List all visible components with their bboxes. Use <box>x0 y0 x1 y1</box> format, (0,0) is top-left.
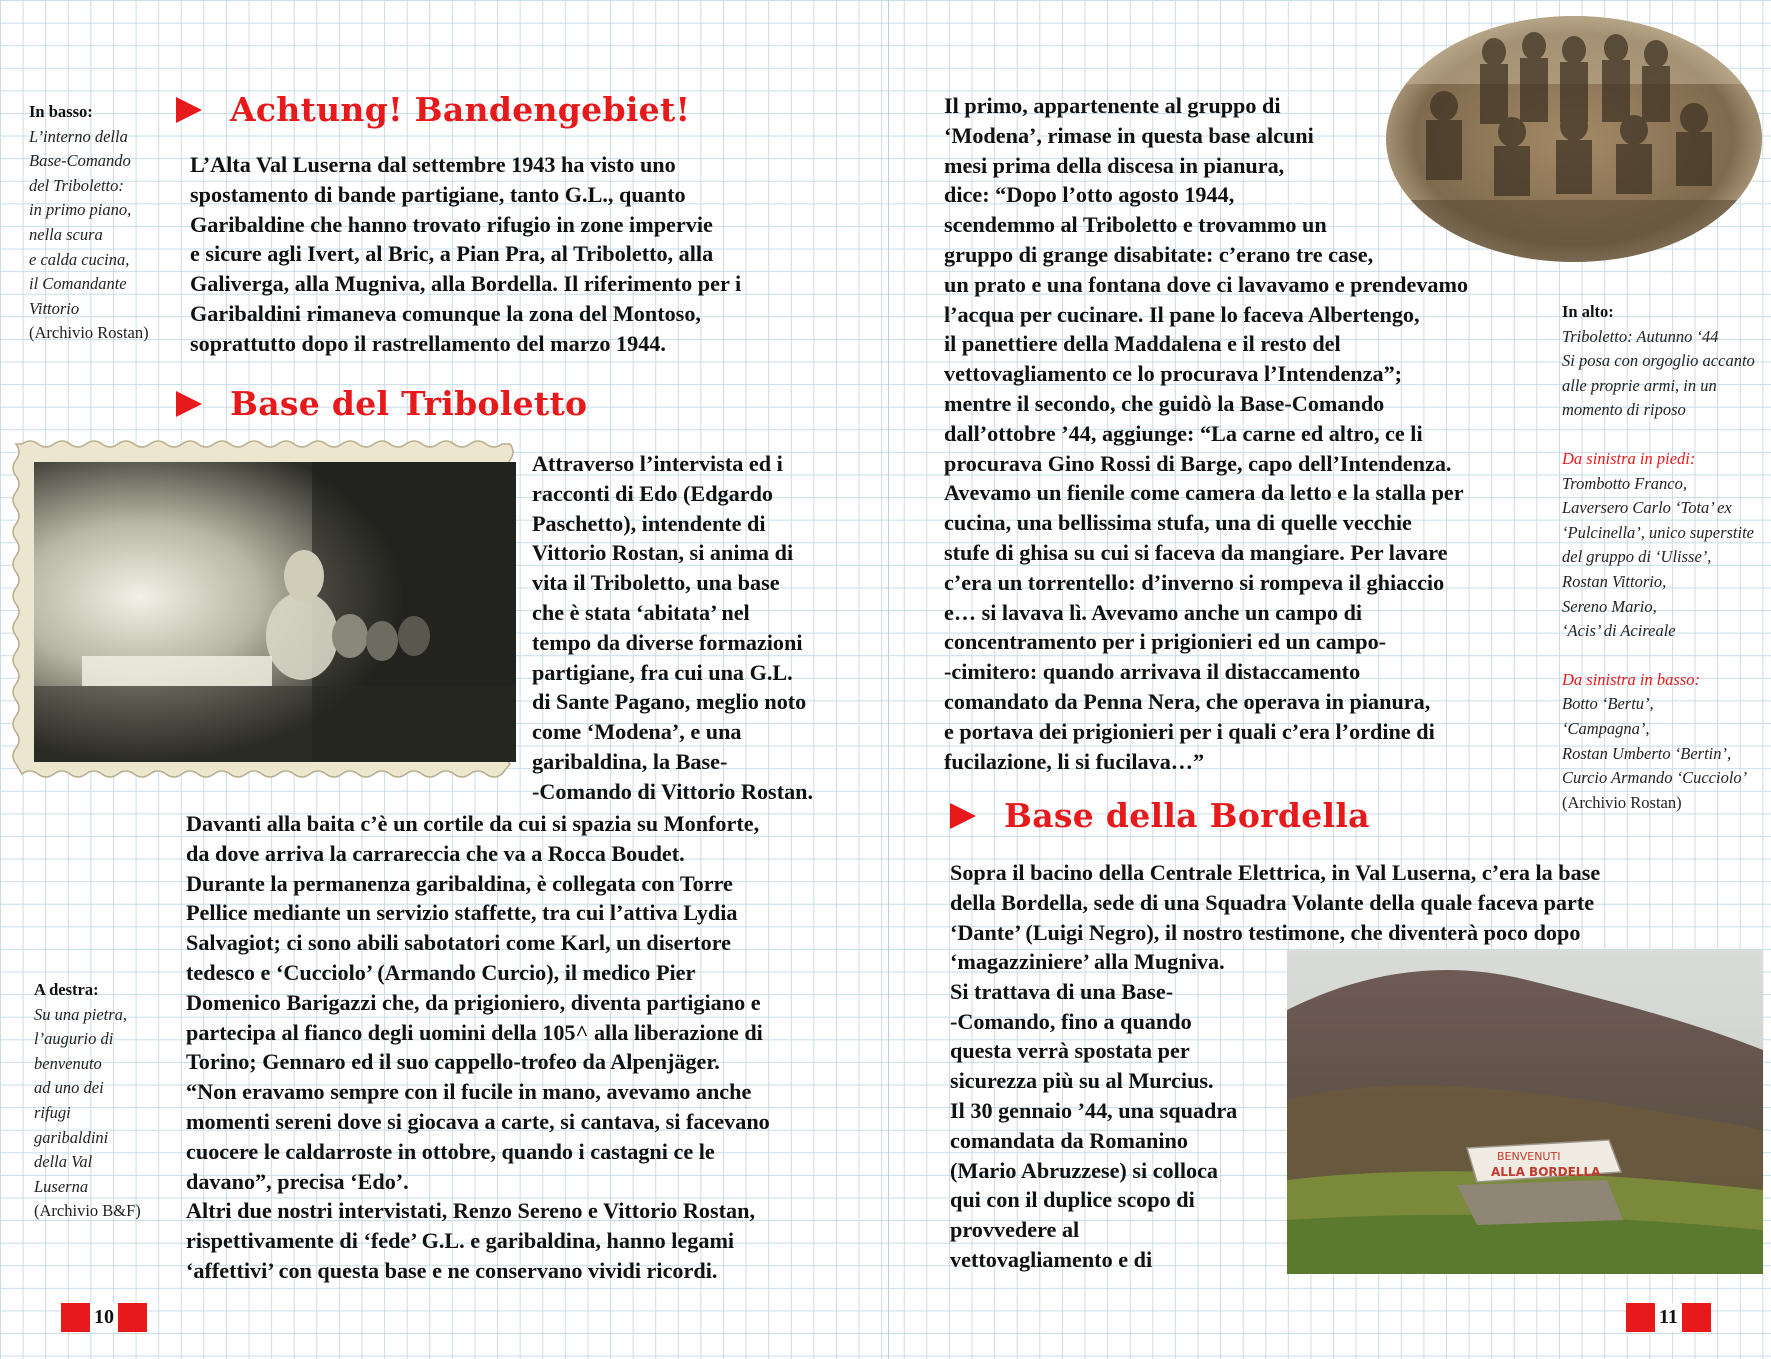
page-number-left <box>61 1303 147 1332</box>
section1-body <box>190 150 741 359</box>
caption-line: Curcio Armando ‘Cucciolo’ <box>1562 768 1748 788</box>
text-line: Davanti alla baita c’è un cortile da cui si spazia su Monforte, <box>186 811 760 836</box>
text-line: fucilazione, li si fucilava…” <box>944 748 1205 774</box>
caption-line: ‘Campagna’, <box>1562 718 1650 738</box>
caption-line: Sereno Mario, <box>1562 596 1657 616</box>
text-line: Il primo, appartenente al gruppo di <box>944 93 1281 118</box>
text-line: mentre il secondo, che guidò la Base-Comando <box>944 390 1385 416</box>
caption-line: ‘Pulcinella’, unico superstite <box>1562 522 1754 542</box>
caption-line: Base-Comando <box>29 151 131 171</box>
text-line: scendemmo al Triboletto e trovammo un <box>944 212 1327 238</box>
text-line: Galiverga, alla Mugniva, alla Bordella. Il riferimento per i <box>190 271 742 297</box>
caption-credit: (Archivio Rostan) <box>1562 792 1682 812</box>
text-line: ‘Modena’, rimase in questa base alcuni <box>944 122 1314 148</box>
text-line: dall’ottobre ’44, aggiunge: “La carne ed altro, ce li <box>944 420 1423 446</box>
caption-top-photo <box>1562 300 1755 815</box>
caption-line: Trombotto Franco, <box>1562 473 1687 493</box>
caption-right-photo <box>34 978 141 1224</box>
section-title: Achtung! Bandengebiet! <box>230 90 691 129</box>
text-line: sicurezza più su al Murcius. <box>950 1068 1214 1094</box>
text-line: della Bordella, sede di una Squadra Volante della quale faceva parte <box>950 889 1595 915</box>
section3-side-text <box>950 947 1237 1275</box>
caption-line: del Triboletto: <box>29 175 124 195</box>
caption-line: e calda cucina, <box>29 249 130 269</box>
text-line: momenti sereni dove si giocava a carte, si cantava, si facevano <box>186 1108 770 1134</box>
caption-line: ‘Acis’ di Acireale <box>1562 621 1676 641</box>
red-square-icon <box>1626 1303 1655 1332</box>
text-line: Durante la permanenza garibaldina, è collegata con Torre <box>186 870 733 896</box>
section-heading-achtung <box>176 90 690 129</box>
text-line: vita il Triboletto, una base <box>532 570 780 596</box>
text-line: comandato da Penna Nera, che operava in pianura, <box>944 688 1431 714</box>
text-line: gruppo di grange disabitate: c’erano tre case, <box>944 241 1374 267</box>
text-line: concentramento per i prigionieri ed un campo- <box>944 629 1387 655</box>
red-square-icon <box>61 1303 90 1332</box>
section-title: Base della Bordella <box>1004 796 1370 835</box>
right-page-intro-text <box>944 91 1468 776</box>
text-line: cuocere le caldarroste in ottobre, quando i castagni ce le <box>186 1138 715 1164</box>
text-line: davano”, precisa ‘Edo’. <box>186 1168 409 1194</box>
text-line: “Non eravamo sempre con il fucile in mano, avevamo anche <box>186 1079 752 1105</box>
caption-line: garibaldini <box>34 1127 109 1147</box>
text-line: c’era un torrentello: d’inverno si rompeva il ghiaccio <box>944 569 1445 595</box>
section2-body <box>186 809 770 1286</box>
text-line: Altri due nostri intervistati, Renzo Sereno e Vittorio Rostan, <box>186 1198 755 1224</box>
text-line: Paschetto), intendente di <box>532 510 766 536</box>
text-line: procurava Gino Rossi di Barge, capo dell’Intendenza. <box>944 450 1452 476</box>
caption-line: rifugi <box>34 1102 71 1122</box>
page-number-right <box>1626 1303 1711 1332</box>
text-line: -cimitero: quando arrivava il distaccamento <box>944 659 1361 685</box>
text-line: l’acqua per cucinare. Il pane lo faceva Albertengo, <box>944 301 1420 327</box>
text-line: Torino; Gennaro ed il suo cappello-trofeo da Alpenjäger. <box>186 1049 720 1075</box>
text-line: Si trattava di una Base- <box>950 978 1174 1004</box>
caption-line: Rostan Vittorio, <box>1562 571 1667 591</box>
caption-credit: (Archivio Rostan) <box>29 323 149 343</box>
caption-line: in primo piano, <box>29 200 132 220</box>
text-line: rispettivamente di ‘fede’ G.L. e garibaldina, hanno legami <box>186 1228 735 1254</box>
text-line: -Comando di Vittorio Rostan. <box>532 778 814 804</box>
caption-line: della Val <box>34 1152 93 1172</box>
text-line: Avevamo un fienile come camera da letto e la stalla per <box>944 480 1464 506</box>
text-line: questa verrà spostata per <box>950 1038 1190 1064</box>
text-line: vettovagliamento e di <box>950 1246 1153 1272</box>
text-line: come ‘Modena’, e una <box>532 719 742 745</box>
red-triangle-icon <box>176 97 202 123</box>
text-line: qui con il duplice scopo di <box>950 1187 1195 1213</box>
text-line: Attraverso l’intervista ed i <box>532 451 783 476</box>
text-line: mesi prima della discesa in pianura, <box>944 152 1285 178</box>
section3-body <box>950 858 1600 947</box>
text-line: e portava dei prigionieri per i quali c’era l’ordine di <box>944 718 1435 744</box>
caption-line: l’augurio di <box>34 1029 114 1049</box>
text-line: che è stata ‘abitata’ nel <box>532 599 750 625</box>
text-line: -Comando, fino a quando <box>950 1008 1192 1034</box>
page-number: 11 <box>1655 1303 1682 1332</box>
caption-line: Laversero Carlo ‘Tota’ ex <box>1562 498 1732 518</box>
caption-line: Rostan Umberto ‘Bertin’, <box>1562 743 1732 763</box>
caption-line: del gruppo di ‘Ulisse’, <box>1562 547 1712 567</box>
text-line: Pellice mediante un servizio staffette, tra cui l’attiva Lydia <box>186 900 738 926</box>
caption-line: Luserna <box>34 1176 89 1196</box>
sign-text-bottom: ALLA BORDELLA <box>1491 1165 1601 1179</box>
kitchen-interior-photo <box>12 436 526 790</box>
text-line: spostamento di bande partigiane, tanto G.L., quanto <box>190 181 686 207</box>
text-line: comandata da Romanino <box>950 1127 1188 1153</box>
section2-side-text <box>532 449 813 807</box>
caption-line: Vittorio <box>29 298 80 318</box>
text-line: Domenico Barigazzi che, da prigioniero, diventa partigiano e <box>186 989 761 1015</box>
caption-line: Su una pietra, <box>34 1004 128 1024</box>
red-square-icon <box>1682 1303 1711 1332</box>
text-line: da dove arriva la carrareccia che va a Rocca Boudet. <box>186 840 685 866</box>
caption-line: Triboletto: Autunno ‘44 <box>1562 326 1719 346</box>
text-line: ‘Dante’ (Luigi Negro), il nostro testimone, che diventerà poco dopo <box>950 919 1581 945</box>
caption-bottom-photo <box>29 100 149 346</box>
bordella-landscape-photo <box>1287 950 1763 1274</box>
text-line: (Mario Abruzzese) si colloca <box>950 1157 1219 1183</box>
red-triangle-icon <box>176 391 202 417</box>
page-number: 10 <box>90 1303 118 1332</box>
text-line: dice: “Dopo l’otto agosto 1944, <box>944 182 1235 208</box>
red-triangle-icon <box>950 803 976 829</box>
text-line: tedesco e ‘Cucciolo’ (Armando Curcio), il medico Pier <box>186 959 696 985</box>
text-line: Garibaldine che hanno trovato rifugio in zone impervie <box>190 211 713 237</box>
text-line: il panettiere della Maddalena e il resto del <box>944 331 1341 357</box>
text-line: di Sante Pagano, meglio noto <box>532 689 807 715</box>
text-line: racconti di Edo (Edgardo <box>532 480 773 506</box>
red-square-icon <box>118 1303 147 1332</box>
caption-credit: (Archivio B&F) <box>34 1201 141 1221</box>
caption-line: Botto ‘Bertu’, <box>1562 694 1654 714</box>
caption-label-standing: Da sinistra in piedi: <box>1562 448 1696 468</box>
caption-heading: In alto: <box>1562 302 1614 321</box>
caption-line: momento di riposo <box>1562 400 1686 420</box>
caption-line: ad uno dei <box>34 1078 104 1098</box>
text-line: garibaldina, la Base- <box>532 748 728 774</box>
text-line: L’Alta Val Luserna dal settembre 1943 ha visto uno <box>190 152 676 177</box>
text-line: Il 30 gennaio ’44, una squadra <box>950 1097 1238 1123</box>
text-line: e… si lavava lì. Avevamo anche un campo di <box>944 599 1363 625</box>
section-heading-bordella <box>950 796 1370 835</box>
caption-line: alle proprie armi, in un <box>1562 375 1717 395</box>
text-line: partecipa al fianco degli uomini della 105^ alla liberazione di <box>186 1019 763 1045</box>
text-line: Salvagiot; ci sono abili sabotatori come Karl, un disertore <box>186 930 732 956</box>
caption-line: il Comandante <box>29 274 127 294</box>
caption-label-bottom: Da sinistra in basso: <box>1562 669 1700 689</box>
text-line: vettovagliamento ce lo procurava l’Intendenza”; <box>944 361 1403 387</box>
text-line: partigiane, fra cui una G.L. <box>532 659 793 685</box>
page-spine <box>888 0 889 1359</box>
text-line: Sopra il bacino della Centrale Elettrica, in Val Luserna, c’era la base <box>950 860 1601 885</box>
caption-line: nella scura <box>29 224 103 244</box>
text-line: un prato e una fontana dove ci lavavamo e prendevamo <box>944 271 1469 297</box>
caption-heading: In basso: <box>29 102 93 121</box>
caption-heading: A destra: <box>34 980 99 999</box>
section-title: Base del Triboletto <box>230 384 588 423</box>
text-line: e sicure agli Ivert, al Bric, a Pian Pra, al Triboletto, alla <box>190 241 714 267</box>
text-line: cucina, una bellissima stufa, una di quelle vecchie <box>944 510 1412 536</box>
caption-line: benvenuto <box>34 1053 102 1073</box>
sign-text-top: BENVENUTI <box>1497 1150 1561 1163</box>
text-line: stufe di ghisa su cui si faceva da mangiare. Per lavare <box>944 539 1448 565</box>
section-heading-triboletto <box>176 384 587 423</box>
text-line: Vittorio Rostan, si anima di <box>532 540 794 566</box>
caption-line: L’interno della <box>29 126 128 146</box>
text-line: ‘magazziniere’ alla Mugniva. <box>950 949 1225 974</box>
text-line: provvedere al <box>950 1217 1080 1243</box>
text-line: Garibaldini rimaneva comunque la zona del Montoso, <box>190 300 701 326</box>
text-line: tempo da diverse formazioni <box>532 629 803 655</box>
text-line: soprattutto dopo il rastrellamento del marzo 1944. <box>190 330 666 356</box>
text-line: ‘affettivi’ con questa base e ne conservano vividi ricordi. <box>186 1257 718 1283</box>
caption-line: Si posa con orgoglio accanto <box>1562 351 1755 371</box>
